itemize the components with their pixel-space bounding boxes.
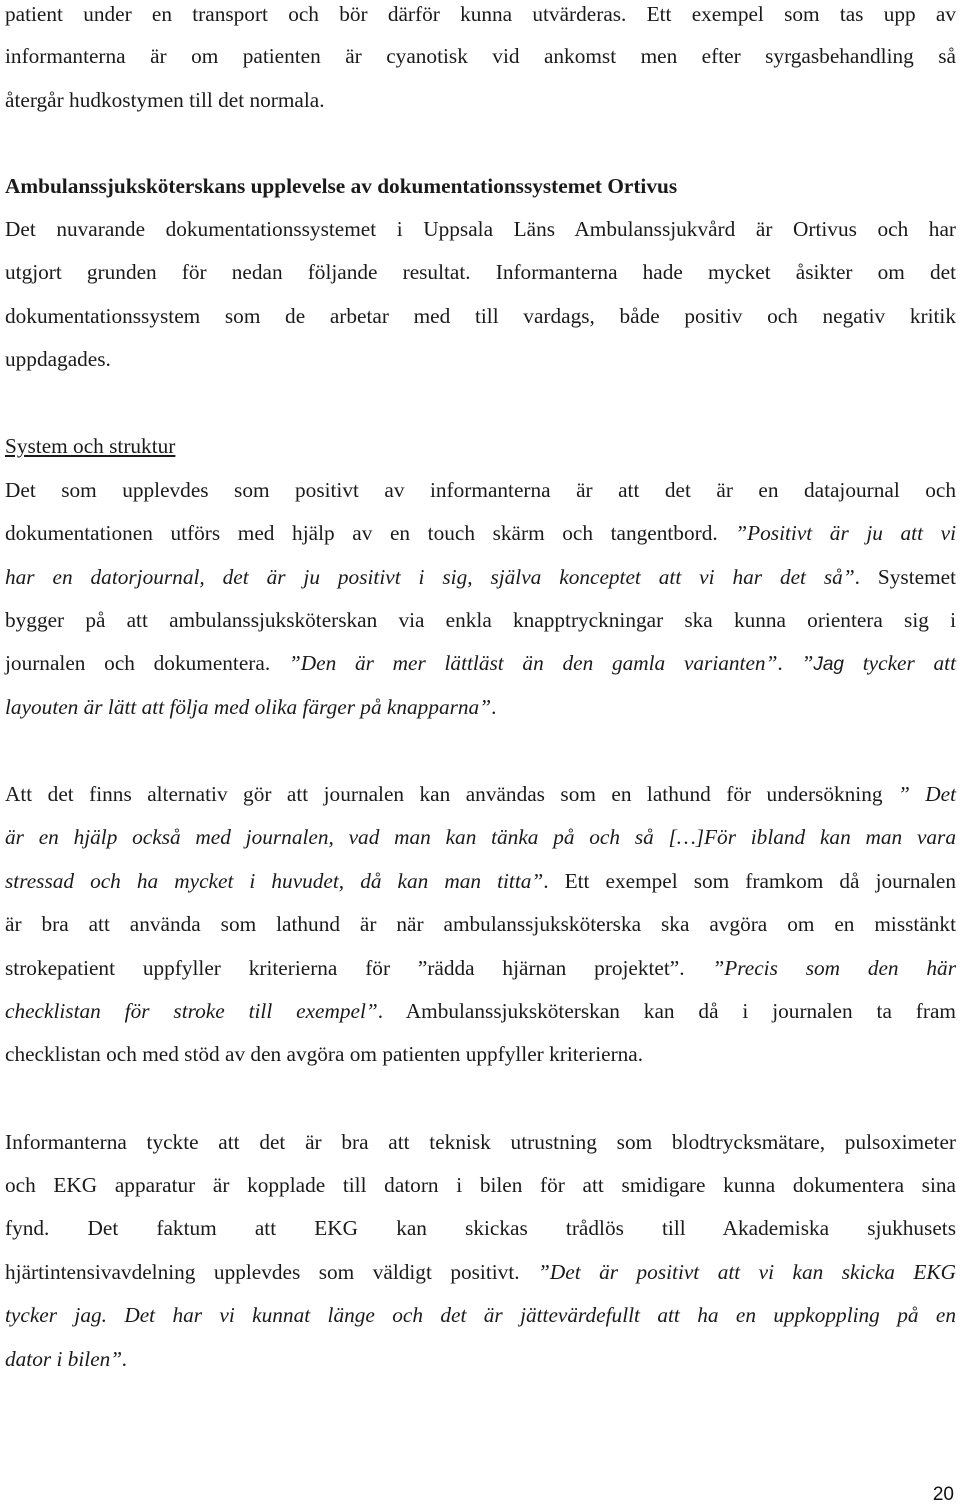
system-paragraph-line-5 <box>5 649 956 679</box>
subheading-text: System och struktur <box>5 434 176 458</box>
quote: ”Precis som den här <box>712 956 956 980</box>
lathund-paragraph-line-6 <box>5 997 956 1025</box>
lathund-paragraph-line-5 <box>5 954 956 982</box>
intro-paragraph-line-1: patient under en transport och bör därför kunna utvärderas. Ett exempel som tas upp av <box>5 2 956 26</box>
system-text: . Systemet <box>854 565 956 589</box>
lathund-text: . Ett exempel som framkom då journalen <box>543 869 956 893</box>
system-paragraph-line-4: bygger på att ambulanssjuksköterskan via enkla knapptryckningar ska kunna orientera sig i <box>5 608 956 632</box>
system-paragraph-line-6 <box>5 693 956 721</box>
section-paragraph-line-1: Det nuvarande dokumentationssystemet i Uppsala Läns Ambulanssjukvård är Ortivus och har <box>5 217 956 241</box>
subheading <box>5 432 956 460</box>
quote: stressad och ha mycket i huvudet, då kan man titta” <box>5 869 544 893</box>
quote: ” Det <box>897 782 957 806</box>
equipment-paragraph-line-3: fynd. Det faktum att EKG kan skickas trådlös till Akademiska sjukhusets <box>5 1216 956 1240</box>
quote: ”Positivt är ju att vi <box>735 521 956 545</box>
equipment-paragraph-line-2: och EKG apparatur är kopplade till datorn i bilen för att smidigare kunna dokumentera sina <box>5 1173 956 1197</box>
section-paragraph-line-2: utgjort grunden för nedan följande resultat. Informanterna hade mycket åsikter om det <box>5 260 956 284</box>
section-heading: Ambulanssjuksköterskans upplevelse av dokumentationssystemet Ortivus <box>5 174 678 198</box>
lathund-paragraph-line-2 <box>5 823 956 851</box>
equipment-paragraph-line-5 <box>5 1301 956 1329</box>
quote: layouten är lätt att följa med olika färger på knapparna” <box>5 695 492 719</box>
quote: tycker att <box>844 651 956 675</box>
equipment-paragraph-line-6 <box>5 1345 956 1373</box>
system-text: dokumentationen utförs med hjälp av en touch skärm och tangentbord. <box>5 521 736 545</box>
system-paragraph-line-2 <box>5 519 956 547</box>
lathund-paragraph-line-3 <box>5 867 956 895</box>
equipment-paragraph-line-1: Informanterna tyckte att det är bra att teknisk utrustning som blodtrycksmätare, pulsoximeter <box>5 1130 956 1154</box>
system-paragraph-line-1: Det som upplevdes som positivt av informanterna är att det är en datajournal och <box>5 478 956 502</box>
quote: tycker jag. Det har vi kunnat länge och det är jättevärdefullt att ha en uppkoppling på en <box>5 1303 956 1327</box>
section-paragraph-line-3: dokumentationssystem som de arbetar med till vardags, både positiv och negativ kritik <box>5 304 956 328</box>
quote: dator i bilen”. <box>5 1347 128 1371</box>
quote: ”Den är mer lättläst än den gamla varianten” <box>288 651 778 675</box>
equipment-text: hjärtintensivavdelning upplevdes som väldigt positivt. <box>5 1260 539 1284</box>
quote: är en hjälp också med journalen, vad man kan tänka på och så […]För ibland kan man vara <box>5 825 956 849</box>
quote: ”Det är positivt att vi kan skicka EKG <box>538 1260 956 1284</box>
system-paragraph-line-3 <box>5 563 956 591</box>
intro-paragraph-line-2: informanterna är om patienten är cyanotisk vid ankomst men efter syrgasbehandling så <box>5 44 956 68</box>
lathund-paragraph-line-4: är bra att använda som lathund är när ambulanssjuksköterska ska avgöra om en misstänkt <box>5 912 956 936</box>
page-number: 20 <box>932 1484 954 1505</box>
lathund-text: . Ambulanssjuksköterskan kan då i journalen ta fram <box>377 999 956 1023</box>
quote: ” <box>801 651 814 675</box>
system-text: . <box>777 651 802 675</box>
lathund-text: strokepatient uppfyller kriterierna för ”rädda hjärnan projektet”. <box>5 956 713 980</box>
quote: checklistan för stroke till exempel” <box>5 999 378 1023</box>
quote: har en datorjournal, det är ju positivt i sig, själva konceptet att vi har det så” <box>5 565 855 589</box>
quote-word: Jag <box>813 654 844 675</box>
equipment-paragraph-line-4 <box>5 1258 956 1286</box>
system-text: . <box>491 695 497 719</box>
lathund-paragraph-line-7: checklistan och med stöd av den avgöra om patienten uppfyller kriterierna. <box>5 1042 644 1066</box>
intro-paragraph-line-3: återgår hudkostymen till det normala. <box>5 88 325 112</box>
section-paragraph-line-4: uppdagades. <box>5 347 111 371</box>
lathund-text: Att det finns alternativ gör att journalen kan användas som en lathund för undersökning <box>5 782 898 806</box>
system-text: journalen och dokumentera. <box>5 651 289 675</box>
lathund-paragraph-line-1 <box>5 780 956 808</box>
